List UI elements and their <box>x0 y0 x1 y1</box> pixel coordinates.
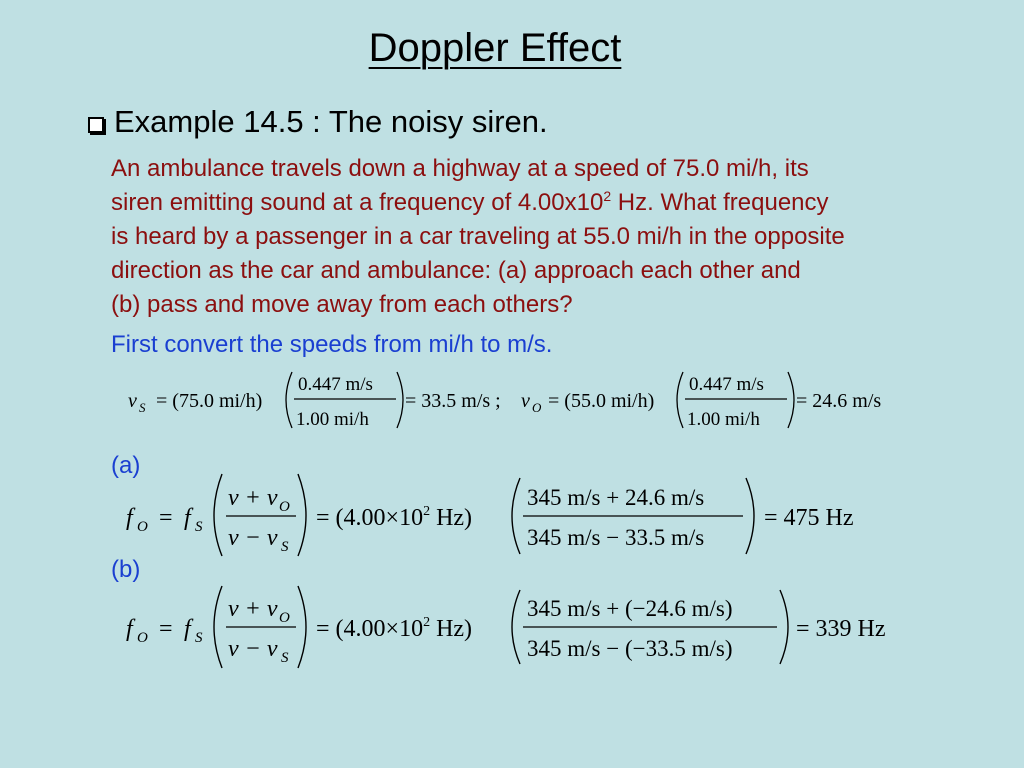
problem-line: is heard by a passenger in a car traveling at 55.0 mi/h in the opposite <box>111 223 845 250</box>
paren-right <box>397 372 403 428</box>
vs-lhs: = (75.0 mi/h) <box>156 390 263 412</box>
example-label: Example 14.5 : The noisy siren. <box>114 104 548 139</box>
part-b-label: (b) <box>111 556 141 583</box>
paren-right <box>298 586 306 668</box>
paren-right <box>780 590 788 664</box>
source-frequency: = ($4.00\times 10^2$ Hz) <box>316 504 473 531</box>
result: = 475 Hz <box>764 505 854 531</box>
v-plus-vo: v + v <box>228 485 278 511</box>
denominator: 345 m/s − 33.5 m/s <box>527 525 705 550</box>
problem-line: An ambulance travels down a highway at a speed of 75.0 mi/h, its <box>111 155 809 182</box>
paren-right <box>298 474 306 556</box>
problem-line: (b) pass and move away from each others? <box>111 291 573 318</box>
vo-subscript: O <box>279 499 290 515</box>
problem-text: Hz. What frequency <box>611 189 829 216</box>
fo-subscript: O <box>137 519 148 535</box>
v-minus-vs: v − v <box>228 525 278 551</box>
vs-symbol: v <box>128 390 137 412</box>
part-a-equation <box>126 474 854 556</box>
paren-right <box>746 478 754 554</box>
vo-subscript: O <box>279 610 290 626</box>
fo-subscript: O <box>137 630 148 646</box>
paren-left <box>214 586 222 668</box>
problem-text: siren emitting sound at a frequency of 4.00x10 <box>111 189 604 216</box>
problem-line: direction as the car and ambulance: (a) approach each other and <box>111 257 801 284</box>
result: = 339 Hz <box>796 616 886 642</box>
numerator: 345 m/s + (−24.6 m/s) <box>527 596 733 621</box>
paren-left <box>512 590 520 664</box>
vs-subscript: S <box>281 650 289 666</box>
factor-numerator: 0.447 m/s <box>298 374 373 395</box>
vo-subscript: O <box>532 400 542 415</box>
paren-left <box>512 478 520 554</box>
v-minus-vs: v − v <box>228 636 278 662</box>
part-b-equation <box>126 586 886 668</box>
vo-lhs: = (55.0 mi/h) <box>548 390 655 412</box>
factor-denominator: 1.00 mi/h <box>296 409 369 430</box>
conversion-equation <box>128 372 881 430</box>
v-plus-vo: v + v <box>228 596 278 622</box>
denominator: 345 m/s − (−33.5 m/s) <box>527 636 733 661</box>
numerator: 345 m/s + 24.6 m/s <box>527 485 705 510</box>
convert-instruction: First convert the speeds from mi/h to m/s. <box>111 331 553 358</box>
equals: = <box>159 616 173 642</box>
fo-symbol: f <box>126 505 133 531</box>
vo-symbol: v <box>521 390 530 412</box>
exponent: 2 <box>603 188 612 204</box>
paren-left <box>286 372 292 428</box>
fo-symbol: f <box>126 616 133 642</box>
source-frequency: = ($4.00\times 10^2$ Hz) <box>316 615 473 642</box>
fs-subscript: S <box>195 519 203 535</box>
paren-left <box>214 474 222 556</box>
fs-subscript: S <box>195 630 203 646</box>
fs-symbol: f <box>184 616 191 642</box>
vs-subscript: S <box>139 400 146 415</box>
part-a-label: (a) <box>111 452 141 479</box>
paren-right <box>788 372 794 428</box>
fs-symbol: f <box>184 505 191 531</box>
vs-result: = 33.5 m/s ; <box>405 390 501 412</box>
paren-left <box>677 372 683 428</box>
factor-denominator: 1.00 mi/h <box>687 409 760 430</box>
slide-title: Doppler Effect <box>368 26 622 70</box>
equals: = <box>159 505 173 531</box>
vs-subscript: S <box>281 539 289 555</box>
vo-result: = 24.6 m/s <box>796 390 882 412</box>
factor-numerator: 0.447 m/s <box>689 374 764 395</box>
